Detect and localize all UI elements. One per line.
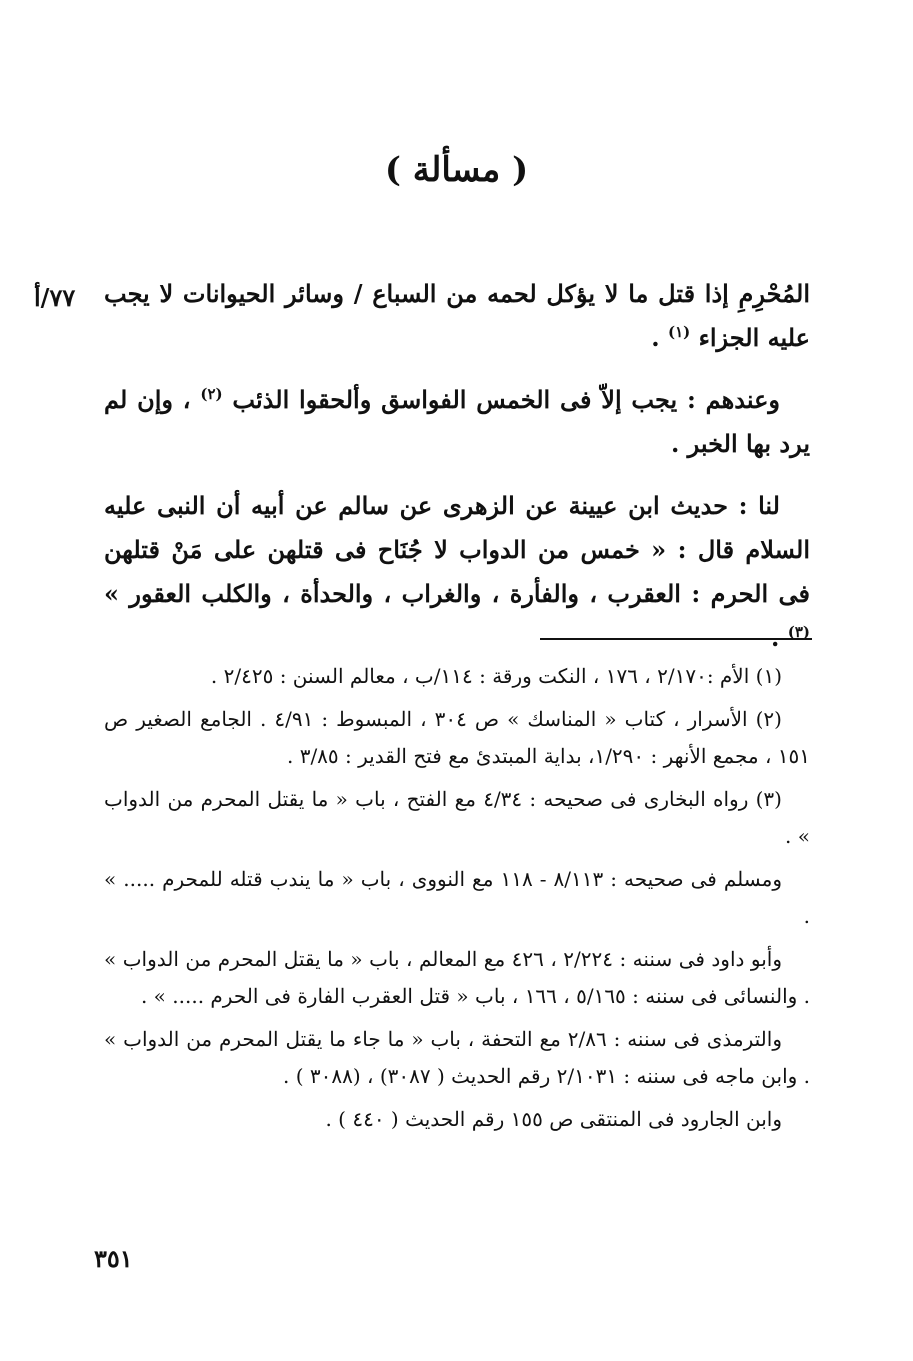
paragraph-issue-end: . [651,323,668,352]
paragraph-opposing-view-end: ، وإن لم يرد بها الخبر . [104,385,810,458]
footnote-3: (٣) رواه البخارى فى صحيحه : ٤/٣٤ مع الفتح ، باب « ما يقتل المحرم من الدواب » . [104,787,810,848]
paragraph-evidence-end: . [771,623,788,652]
footnote-1: (١) الأم :٢/١٧٠ ، ١٧٦ ، النكت ورقة : ١١٤/ب ، معالم السنن : ٢/٤٢٥ . [210,664,782,688]
paragraph-opposing-view-text: وعندهم : يجب إلاّ فى الخمس الفواسق وألحقوا الذئب [232,385,780,414]
footnote-3-tirmidhi: والترمذى فى سننه : ٢/٨٦ مع التحفة ، باب « ما جاء ما يقتل المحرم من الدواب » . وابن ماجه فى سننه : ٢/١٠٣١ رقم الحديث ( ٣٠٨٧) ، (٣٠٨٨ ) . [104,1027,810,1088]
footnote-3-muslim: ومسلم فى صحيحه : ٨/١١٣ - ١١٨ مع النووى ، باب « ما يندب قتله للمحرم ..... » . [104,867,810,928]
section-title: ( مسألة ) [384,150,529,190]
paragraph-evidence [104,484,810,660]
footnote-2: (٢) الأسرار ، كتاب « المناسك » ص ٣٠٤ ، المبسوط : ٤/٩١ . الجامع الصغير ص ١٥١ ، مجمع الأنهر : ١/٢٩٠، بداية المبتدئ مع فتح القدير : ٣/٨٥ . [104,707,810,768]
footnote-divider [540,638,812,640]
footnotes-section [104,658,810,1144]
footnote-ref-3: (٣) [787,623,810,641]
footnote-ref-1: (١) [667,323,691,341]
footnote-ref-2: (٢) [200,385,223,403]
paragraph-evidence-text: لنا : حديث ابن عيينة عن الزهرى عن سالم عن أبيه أن النبى عليه السلام قال : « خمس من الدواب لا جُنَاح فى قتلهن على مَنْ قتلهن فى الحرم : العقرب ، والفأرة ، والغراب ، والحدأة ، والكلب العقور » [104,491,810,608]
footnote-3-ibn-jarud: وابن الجارود فى المنتقى ص ١٥٥ رقم الحديث ( ٤٤٠ ) . [325,1107,782,1131]
footnote-3-abu-dawud: وأبو داود فى سننه : ٢/٢٢٤ ، ٤٢٦ مع المعالم ، باب « ما يقتل المحرم من الدواب » . والنسائى فى سننه : ٥/١٦٥ ، ١٦٦ ، باب « قتل العقرب الفارة فى الحرم ..... » . [104,947,810,1008]
manuscript-folio-marker: ٧٧/أ [34,283,76,312]
paragraph-opposing-view [104,378,810,466]
paragraph-issue [104,272,810,360]
page-number: ٣٥١ [94,1244,133,1273]
paragraph-issue-text: المُحْرِمِ إذا قتل ما لا يؤكل لحمه من السباع / وسائر الحيوانات لا يجب عليه الجزاء [104,279,810,352]
